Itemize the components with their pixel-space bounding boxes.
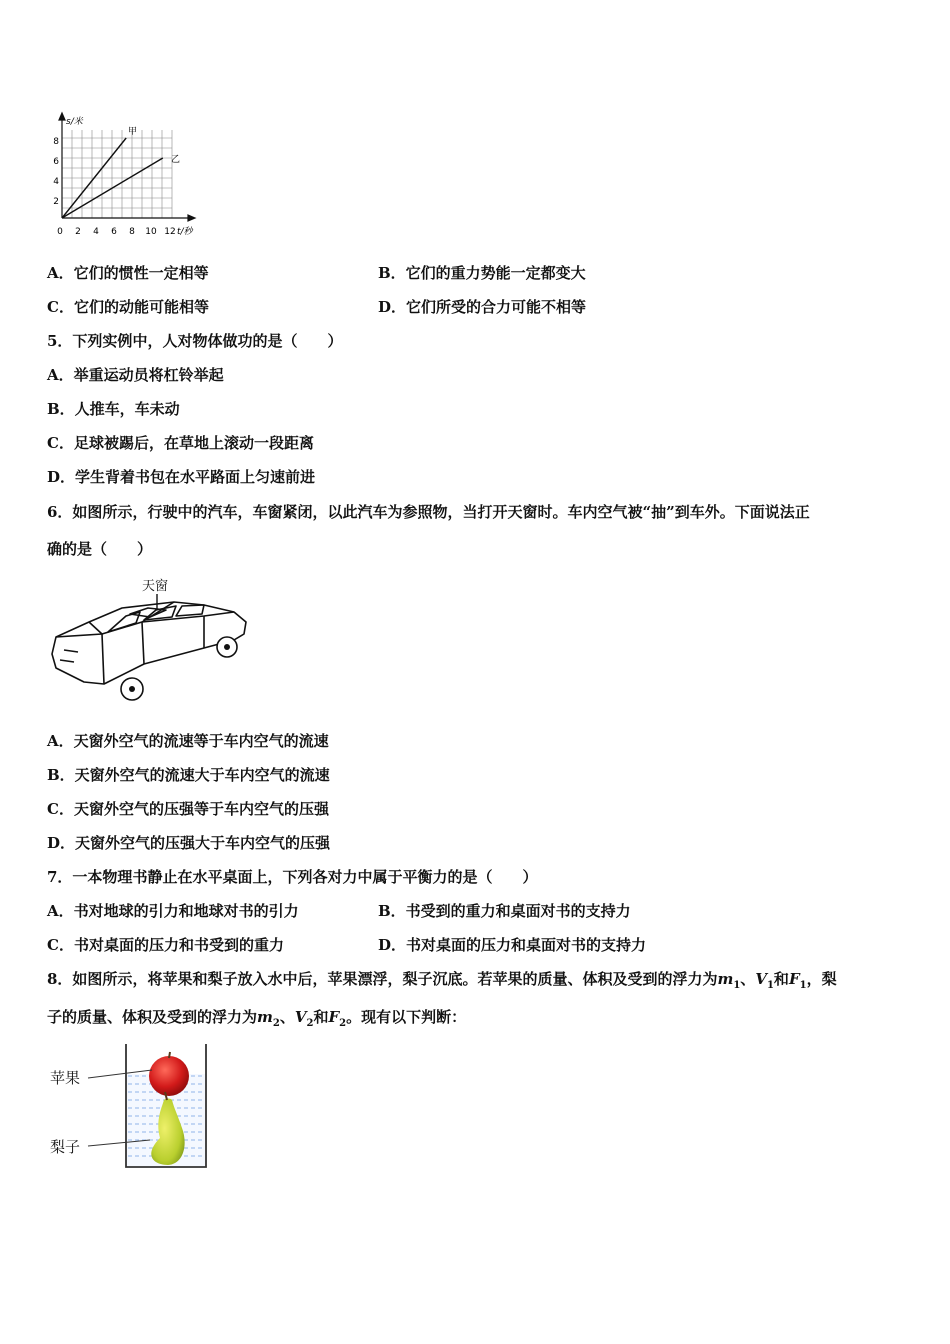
q4-option-a[interactable]: A．它们的惯性一定相等 (47, 264, 209, 282)
q5-option-c[interactable]: C．足球被踢后，在草地上滚动一段距离 (47, 434, 314, 452)
q8-and: 和 (313, 1008, 329, 1026)
q6-option-a[interactable]: A．天窗外空气的流速等于车内空气的流速 (47, 732, 329, 750)
q6-option-b[interactable]: B．天窗外空气的流速大于车内空气的流速 (47, 766, 330, 784)
q8-sub: 1 (799, 980, 807, 991)
q5-option-b[interactable]: B．人推车，车未动 (47, 400, 180, 418)
q8-sub: 2 (272, 1018, 280, 1029)
q6-stem-line2: 确的是（ ） (47, 540, 153, 558)
q8-sub: 1 (733, 980, 741, 991)
q8-var-m: m (257, 1008, 273, 1026)
sunroof-label: 天窗 (142, 579, 169, 594)
y-tick: 8 (53, 137, 59, 147)
q7-option-a[interactable]: A．书对地球的引力和地球对书的引力 (47, 902, 299, 920)
x-tick: 6 (111, 227, 117, 237)
q8-sep: 、 (279, 1008, 295, 1026)
q7-option-d[interactable]: D．书对桌面的压力和桌面对书的支持力 (378, 936, 647, 954)
apple (149, 1056, 189, 1096)
pear-label: 梨子 (50, 1138, 81, 1156)
st-graph (40, 110, 210, 240)
q8-end: ，梨 (806, 970, 837, 988)
q8-stem-line1 (47, 968, 837, 991)
q6-option-d[interactable]: D．天窗外空气的压强大于车内空气的压强 (47, 834, 331, 852)
q8-sub: 2 (306, 1018, 314, 1029)
y-tick: 2 (53, 197, 59, 207)
line-jia-label: 甲 (128, 127, 138, 137)
x-axis-label: t/秒 (177, 227, 193, 237)
q8-sep: 、 (740, 970, 756, 988)
q8-and: 和 (773, 970, 789, 988)
q8-stem-text: 8．如图所示，将苹果和梨子放入水中后，苹果漂浮，梨子沉底。若苹果的质量、体积及受到的浮力为 (47, 970, 718, 988)
x-tick: 10 (145, 227, 157, 237)
q5-stem: 5．下列实例中，人对物体做功的是（ ） (47, 332, 343, 350)
x-tick: 12 (164, 227, 176, 237)
q7-option-b[interactable]: B．书受到的重力和桌面对书的支持力 (378, 902, 631, 920)
x-tick: 2 (75, 227, 81, 237)
q8-stem-text: 子的质量、体积及受到的浮力为 (47, 1008, 258, 1026)
q5-option-a[interactable]: A．举重运动员将杠铃举起 (47, 366, 224, 384)
y-tick: 6 (53, 157, 59, 167)
q8-var-f: F (328, 1008, 340, 1026)
q8-sub: 1 (766, 980, 774, 991)
line-yi-label: 乙 (171, 155, 181, 165)
q8-stem-line2 (47, 1006, 466, 1029)
q8-var-v: V (294, 1008, 307, 1026)
q4-option-c[interactable]: C．它们的动能可能相等 (47, 298, 209, 316)
q8-var-m: m (717, 970, 734, 988)
q6-stem-line1: 6．如图所示，行驶中的汽车，车窗紧闭，以此汽车为参照物，当打开天窗时。车内空气被“抽”到车外。下面说法正 (47, 503, 810, 521)
fruit-water-figure (44, 1040, 219, 1175)
q8-sub: 2 (339, 1018, 347, 1029)
car-figure (44, 572, 254, 707)
apple-label: 苹果 (50, 1069, 81, 1087)
q7-stem: 7．一本物理书静止在水平桌面上，下列各对力中属于平衡力的是（ ） (47, 868, 538, 886)
x-tick: 0 (57, 227, 63, 237)
q6-option-c[interactable]: C．天窗外空气的压强等于车内空气的压强 (47, 800, 329, 818)
x-tick: 8 (129, 227, 135, 237)
q5-option-d[interactable]: D．学生背着书包在水平路面上匀速前进 (47, 468, 316, 486)
q4-option-d[interactable]: D．它们所受的合力可能不相等 (378, 298, 587, 316)
q8-end: 。现有以下判断： (346, 1008, 467, 1026)
y-tick: 4 (53, 177, 59, 187)
q7-option-c[interactable]: C．书对桌面的压力和书受到的重力 (47, 936, 284, 954)
q4-option-b[interactable]: B．它们的重力势能一定都变大 (378, 264, 586, 282)
y-axis-label: s/米 (66, 117, 83, 127)
q8-var-f: F (788, 970, 800, 988)
x-tick: 4 (93, 227, 99, 237)
q8-var-v: V (755, 970, 767, 988)
